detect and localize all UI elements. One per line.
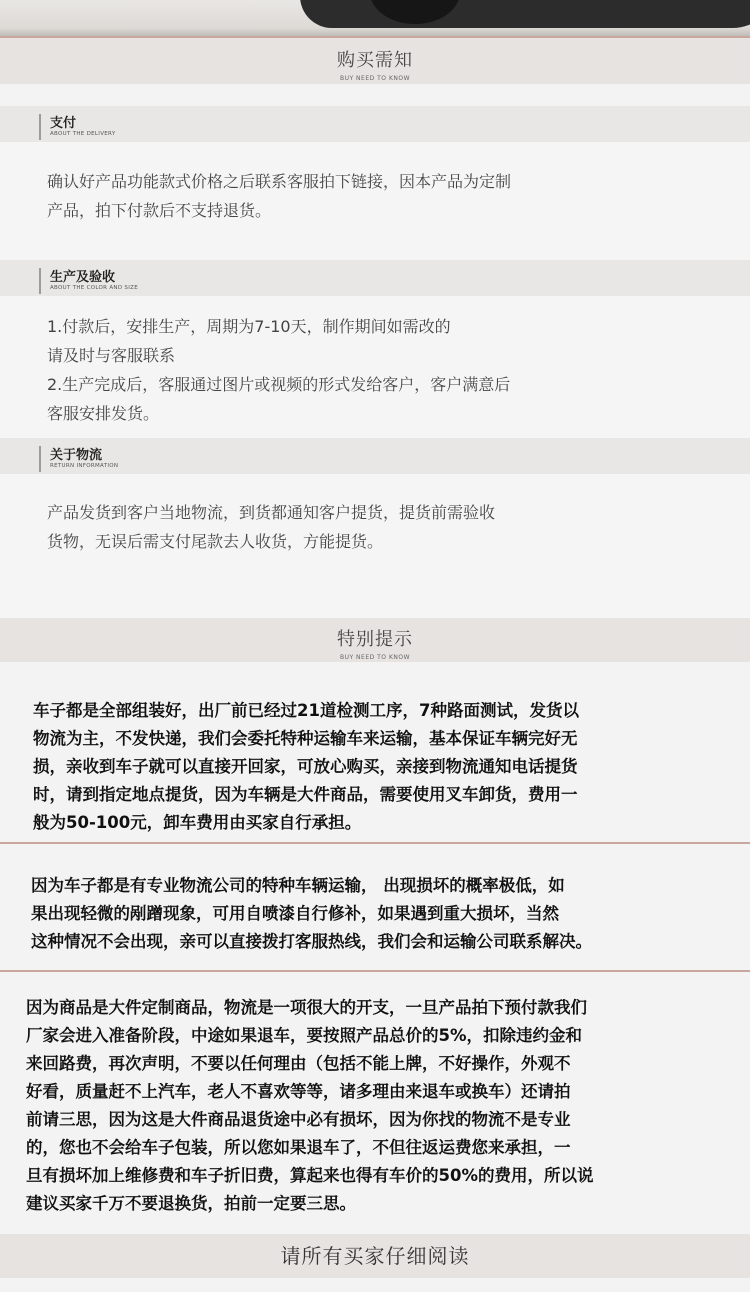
notice-line: 来回路费，再次声明，不要以任何理由（包括不能上牌，不好操作，外观不: [26, 1054, 571, 1073]
floor-shadow: [0, 28, 750, 36]
payment-title: 支付: [50, 116, 77, 131]
read-carefully-banner: 请所有买家仔细阅读: [0, 1234, 750, 1278]
payment-line: 产品，拍下付款后不支持退货。: [47, 201, 272, 220]
banner-subtitle: BUY NEED TO KNOW: [339, 75, 411, 82]
notice-damage: [31, 872, 750, 956]
notice-line: 果出现轻微的剐蹭现象，可用自喷漆自行修补，如果遇到重大损坏，当然: [31, 904, 559, 923]
logistics-line: 产品发货到客户当地物流，到货都通知客户提货，提货前需验收: [47, 503, 496, 522]
banner-subtitle: BUY NEED TO KNOW: [339, 654, 411, 661]
notice-line: 好看，质量赶不上汽车，老人不喜欢等等，诸多理由来退车或换车）还请拍: [26, 1082, 571, 1101]
notice-line: 这种情况不会出现，亲可以直接拨打客服热线，我们会和运输公司联系解决。: [31, 932, 592, 951]
notice-line: 时，请到指定地点提货，因为车辆是大件商品，需要使用叉车卸货，费用一: [33, 785, 578, 804]
production-title: 生产及验收: [50, 270, 116, 285]
notice-line: 建议买家千万不要退换货，拍前一定要三思。: [26, 1194, 356, 1213]
notice-line: 因为车子都是有专业物流公司的特种车辆运输， 出现损坏的概率极低，如: [31, 876, 565, 895]
production-line: 1.付款后，安排生产，周期为7-10天，制作期间如需改的: [47, 317, 451, 336]
car-photo-strip: [0, 0, 750, 36]
banner-title: 特别提示: [337, 629, 413, 650]
production-text: [47, 312, 647, 428]
notice-line: 厂家会进入准备阶段，中途如果退车，要按照产品总价的5%，扣除违约金和: [26, 1026, 583, 1045]
notice-line: 损，亲收到车子就可以直接开回家，可放心购买，亲接到物流通知电话提货: [33, 757, 578, 776]
production-line: 请及时与客服联系: [47, 346, 176, 365]
notice-line: 旦有损坏加上维修费和车子折旧费，算起来也得有车价的50%的费用，所以说: [26, 1166, 594, 1185]
payment-text: [47, 167, 607, 225]
header-accent-bar: [39, 446, 41, 472]
notice-line: 的，您也不会给车子包装，所以您如果退车了，不但往返运费您来承担，一: [26, 1138, 571, 1157]
notice-line: 车子都是全部组装好，出厂前已经过21道检测工序，7种路面测试，发货以: [33, 701, 579, 720]
header-accent-bar: [39, 114, 41, 140]
production-line: 客服安排发货。: [47, 404, 160, 423]
divider-line: [0, 842, 750, 844]
notice-line: 般为50-100元，卸车费用由买家自行承担。: [33, 813, 362, 832]
payment-panel: [0, 142, 750, 260]
divider-line: [0, 970, 750, 972]
car-body-image: [300, 0, 750, 28]
notice-line: 前请三思，因为这是大件商品退货途中必有损坏，因为你找的物流不是专业: [26, 1110, 571, 1129]
logistics-text: [47, 498, 647, 556]
banner-title: 购买需知: [337, 50, 413, 71]
production-line: 2.生产完成后，客服通过图片或视频的形式发给客户，客户满意后: [47, 375, 511, 394]
notice-shipping: [33, 697, 750, 837]
notice-returns: [26, 994, 750, 1218]
notice-line: 物流为主，不发快递，我们会委托特种运输车来运输，基本保证车辆完好无: [33, 729, 578, 748]
logistics-panel: [0, 474, 750, 618]
notice-line: 因为商品是大件定制商品，物流是一项很大的开支，一旦产品拍下预付款我们: [26, 998, 587, 1017]
production-subtitle: ABOUT THE COLOR AND SIZE: [50, 285, 138, 291]
payment-header: [0, 106, 750, 142]
payment-line: 确认好产品功能款式价格之后联系客服拍下链接，因本产品为定制: [47, 172, 512, 191]
special-notice-banner: [0, 618, 750, 662]
purchase-notice-banner: [0, 38, 750, 84]
header-accent-bar: [39, 268, 41, 294]
production-panel: [0, 296, 750, 438]
logistics-header: [0, 438, 750, 474]
production-header: [0, 260, 750, 296]
payment-subtitle: ABOUT THE DELIVERY: [50, 131, 116, 137]
logistics-line: 货物，无误后需支付尾款去人收货，方能提货。: [47, 532, 384, 551]
logistics-subtitle: RETURN INFORMATION: [50, 463, 119, 469]
logistics-title: 关于物流: [50, 448, 103, 463]
